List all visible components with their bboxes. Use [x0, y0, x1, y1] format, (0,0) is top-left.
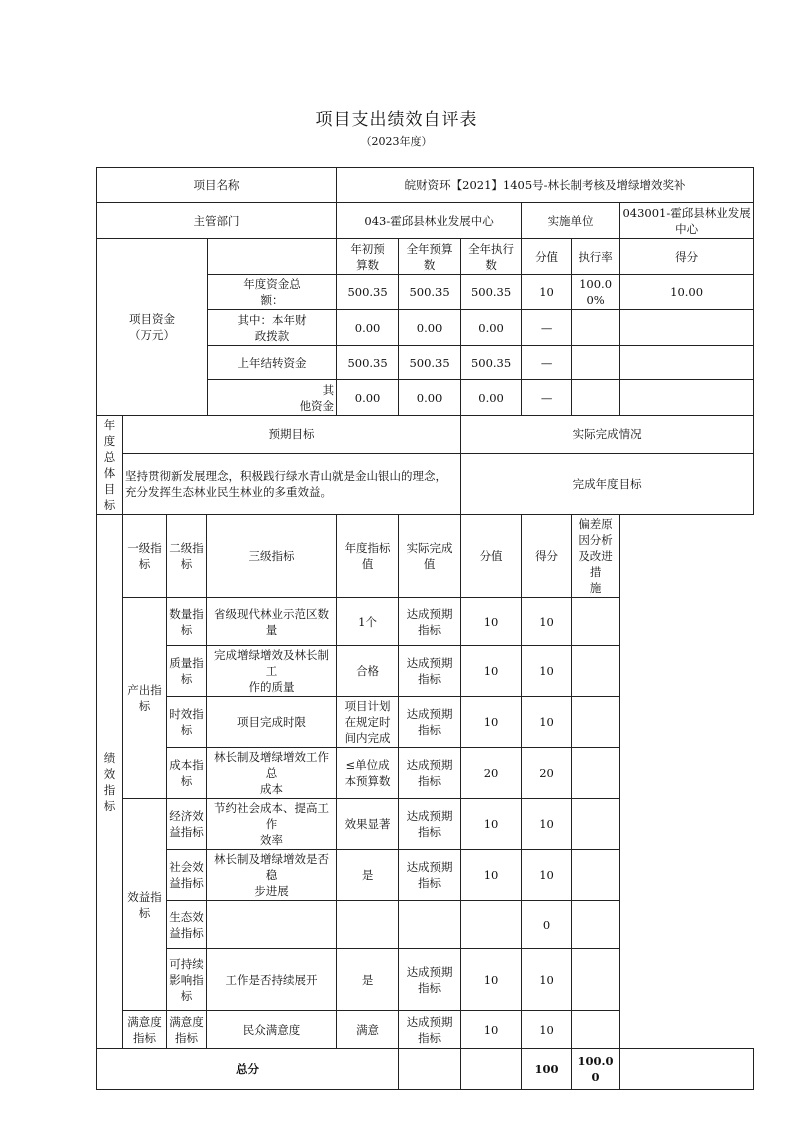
perf-level2: 社会效 益指标 [167, 850, 207, 901]
perf-note [572, 697, 620, 748]
funds-row-label: 年度资金总 额： [208, 275, 337, 310]
perf-level2: 质量指 标 [167, 646, 207, 697]
perf-score: 10 [522, 598, 572, 646]
perf-note [572, 646, 620, 697]
perf-score: 20 [522, 748, 572, 799]
funds-blank-header [208, 239, 337, 275]
funds-rate [572, 380, 620, 416]
perf-level2: 成本指 标 [167, 748, 207, 799]
dept-label: 主管部门 [97, 203, 337, 239]
funds-col-header: 分值 [522, 239, 572, 275]
perf-level3: 节约社会成本、提高工作 效率 [207, 799, 337, 850]
perf-note [572, 850, 620, 901]
perf-score: 0 [522, 901, 572, 949]
perf-level3: 林长制及增绿增效工作总 成本 [207, 748, 337, 799]
funds-label: 项目资金 （万元） [97, 239, 208, 416]
unit-value: 043001-霍邱县林业发展中心 [620, 203, 754, 239]
funds-full: 500.35 [399, 275, 461, 310]
perf-note [572, 748, 620, 799]
perf-score-base: 10 [461, 697, 522, 748]
goal-actual-label: 实际完成情况 [461, 416, 754, 454]
perf-level2: 满意度 指标 [167, 1011, 207, 1049]
funds-row-label: 上年结转资金 [208, 346, 337, 380]
perf-target: 合格 [337, 646, 399, 697]
perf-score: 10 [522, 646, 572, 697]
perf-target: 是 [337, 850, 399, 901]
perf-actual: 达成预期 指标 [399, 949, 461, 1011]
funds-init: 500.35 [337, 275, 399, 310]
funds-rate: 100.00% [572, 275, 620, 310]
funds-col-header: 全年执行 数 [461, 239, 522, 275]
perf-actual: 达成预期 指标 [399, 646, 461, 697]
funds-init: 0.00 [337, 380, 399, 416]
funds-exec: 0.00 [461, 380, 522, 416]
perf-label: 绩 效 指 标 [97, 515, 123, 1049]
funds-row-label: 其 他资金 [208, 380, 337, 416]
perf-note [572, 799, 620, 850]
funds-col-header: 执行率 [572, 239, 620, 275]
perf-level3: 省级现代林业示范区数量 [207, 598, 337, 646]
total-score: 100.00 [572, 1049, 620, 1090]
perf-score-base: 10 [461, 646, 522, 697]
perf-level2: 数量指 标 [167, 598, 207, 646]
total-blank-1 [399, 1049, 461, 1090]
perf-actual: 达成预期 指标 [399, 1011, 461, 1049]
goal-actual-text: 完成年度目标 [461, 453, 754, 514]
funds-full: 500.35 [399, 346, 461, 380]
perf-actual [399, 901, 461, 949]
perf-col-header: 年度指标 值 [337, 515, 399, 598]
perf-score-base: 10 [461, 1011, 522, 1049]
funds-score_base: 10 [522, 275, 572, 310]
perf-actual: 达成预期 指标 [399, 697, 461, 748]
perf-level2: 时效指 标 [167, 697, 207, 748]
perf-level3 [207, 901, 337, 949]
perf-score: 10 [522, 949, 572, 1011]
perf-col-header: 二级指 标 [167, 515, 207, 598]
perf-score: 10 [522, 1011, 572, 1049]
perf-score: 10 [522, 697, 572, 748]
perf-actual: 达成预期 指标 [399, 748, 461, 799]
total-label: 总分 [97, 1049, 399, 1090]
total-blank-3 [620, 1049, 754, 1090]
funds-exec: 500.35 [461, 275, 522, 310]
project-name-label: 项目名称 [97, 168, 337, 203]
funds-init: 0.00 [337, 310, 399, 346]
perf-level1: 产出指 标 [123, 598, 167, 799]
perf-note [572, 1011, 620, 1049]
perf-target: ≤单位成 本预算数 [337, 748, 399, 799]
perf-target: 是 [337, 949, 399, 1011]
perf-level3: 完成增绿增效及林长制工 作的质量 [207, 646, 337, 697]
perf-level3: 林长制及增绿增效是否稳 步进展 [207, 850, 337, 901]
perf-score: 10 [522, 799, 572, 850]
funds-col-header: 得分 [620, 239, 754, 275]
perf-col-header: 三级指标 [207, 515, 337, 598]
funds-score_base: — [522, 380, 572, 416]
perf-note [572, 901, 620, 949]
perf-col-header: 得分 [522, 515, 572, 598]
goal-label: 年 度 总 体 目 标 [97, 416, 123, 515]
funds-init: 500.35 [337, 346, 399, 380]
perf-level2: 经济效 益指标 [167, 799, 207, 850]
perf-actual: 达成预期 指标 [399, 799, 461, 850]
perf-col-header: 偏差原因分析及改进措 施 [572, 515, 620, 598]
perf-actual: 达成预期 指标 [399, 598, 461, 646]
perf-level1: 效益指 标 [123, 799, 167, 1011]
total-score-base: 100 [522, 1049, 572, 1090]
perf-level3: 民众满意度 [207, 1011, 337, 1049]
perf-score: 10 [522, 850, 572, 901]
funds-score_base: — [522, 310, 572, 346]
funds-score: 10.00 [620, 275, 754, 310]
goal-expected-text: 坚持贯彻新发展理念，积极践行绿水青山就是金山银山的理念，充分发挥生态林业民生林业的多重效益。 [123, 453, 461, 514]
total-blank-2 [461, 1049, 522, 1090]
funds-score_base: — [522, 346, 572, 380]
funds-exec: 500.35 [461, 346, 522, 380]
funds-rate [572, 346, 620, 380]
perf-level3: 工作是否持续展开 [207, 949, 337, 1011]
perf-target [337, 901, 399, 949]
perf-score-base: 10 [461, 949, 522, 1011]
funds-exec: 0.00 [461, 310, 522, 346]
page-subtitle: （2023年度） [360, 135, 433, 148]
evaluation-table [96, 167, 754, 1090]
funds-col-header: 年初预 算数 [337, 239, 399, 275]
perf-note [572, 949, 620, 1011]
perf-col-header: 实际完成 值 [399, 515, 461, 598]
project-name-value: 皖财资环【2021】1405号-林长制考核及增绿增效奖补 [337, 168, 754, 203]
perf-actual: 达成预期 指标 [399, 850, 461, 901]
perf-target: 满意 [337, 1011, 399, 1049]
page-title: 项目支出绩效自评表 [315, 110, 478, 130]
perf-level2: 生态效 益指标 [167, 901, 207, 949]
perf-target: 效果显著 [337, 799, 399, 850]
perf-score-base: 10 [461, 850, 522, 901]
perf-score-base [461, 901, 522, 949]
funds-row-label: 其中：本年财 政拨款 [208, 310, 337, 346]
perf-level3: 项目完成时限 [207, 697, 337, 748]
funds-col-header: 全年预算 数 [399, 239, 461, 275]
perf-col-header: 分值 [461, 515, 522, 598]
perf-level2: 可持续 影响指 标 [167, 949, 207, 1011]
dept-value: 043-霍邱县林业发展中心 [337, 203, 522, 239]
unit-label: 实施单位 [522, 203, 620, 239]
funds-score [620, 346, 754, 380]
perf-score-base: 10 [461, 799, 522, 850]
goal-expected-label: 预期目标 [123, 416, 461, 454]
funds-score [620, 310, 754, 346]
perf-score-base: 10 [461, 598, 522, 646]
funds-score [620, 380, 754, 416]
perf-target: 项目计划 在规定时 间内完成 [337, 697, 399, 748]
funds-rate [572, 310, 620, 346]
perf-level1: 满意度 指标 [123, 1011, 167, 1049]
perf-col-header: 一级指 标 [123, 515, 167, 598]
perf-note [572, 598, 620, 646]
funds-full: 0.00 [399, 380, 461, 416]
perf-score-base: 20 [461, 748, 522, 799]
perf-target: 1个 [337, 598, 399, 646]
funds-full: 0.00 [399, 310, 461, 346]
